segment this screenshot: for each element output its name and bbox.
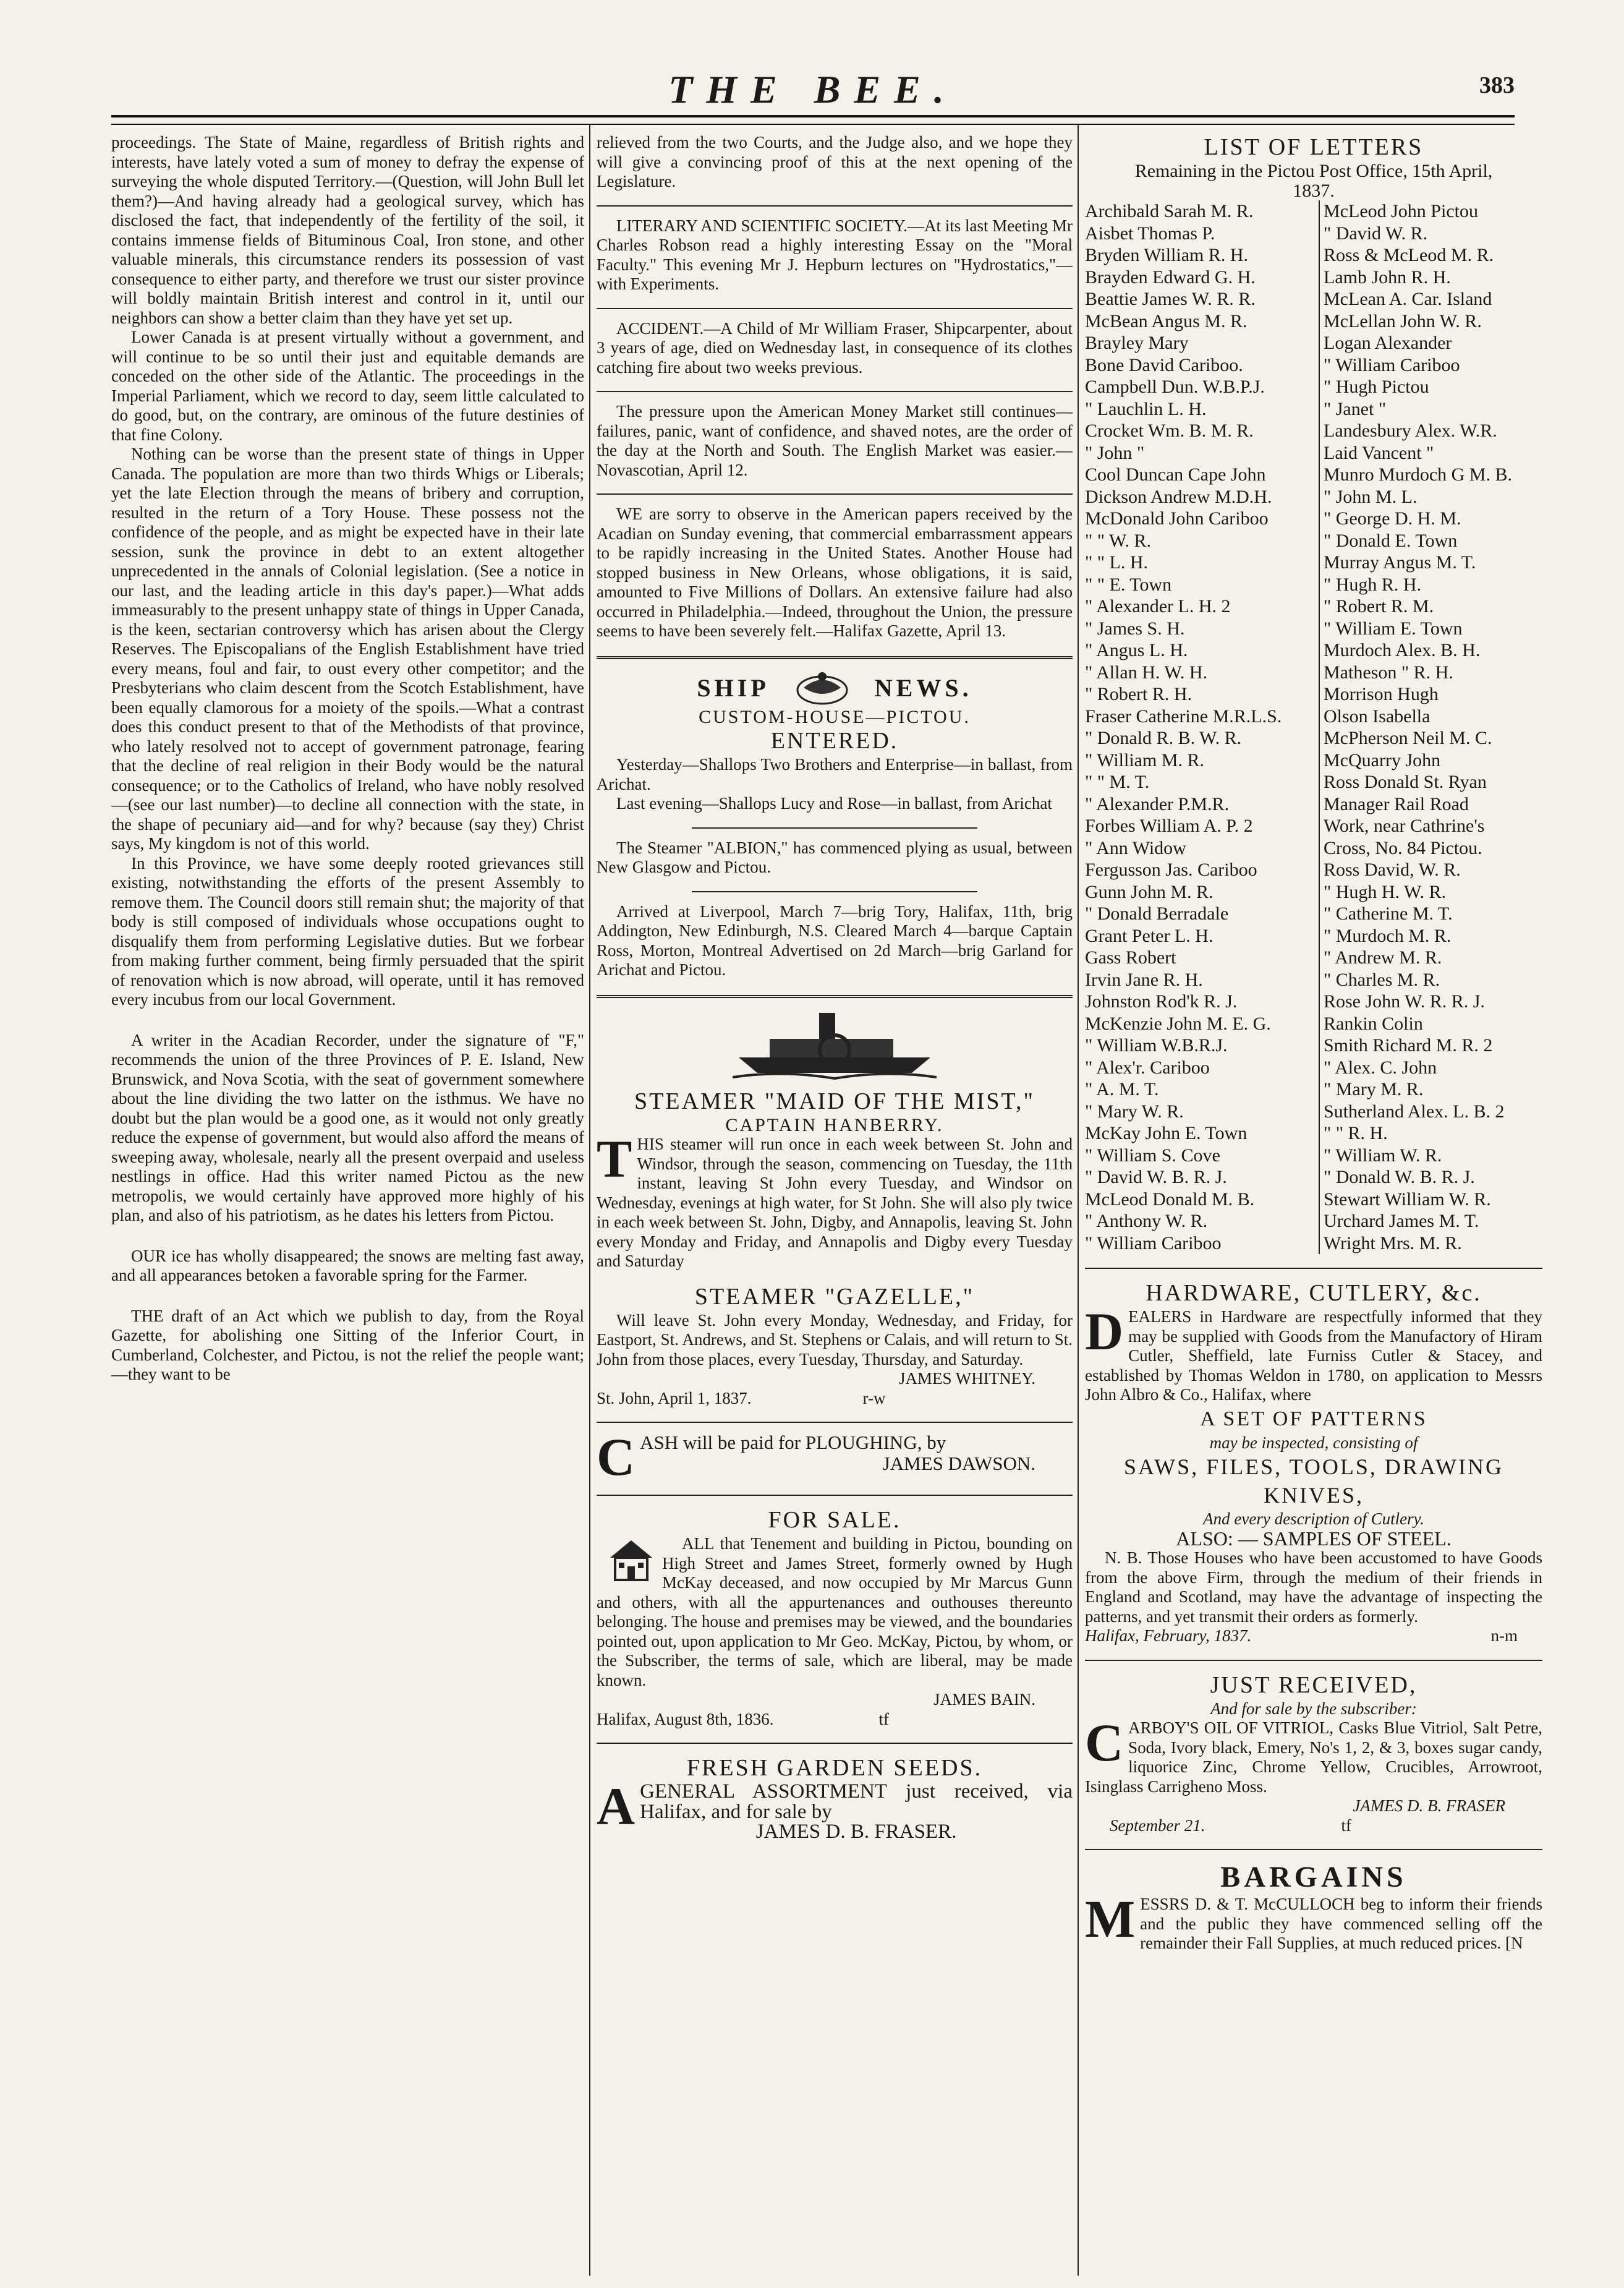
letter-entry: " Charles M. R. bbox=[1324, 969, 1440, 990]
letter-entry: " Robert R. M. bbox=[1324, 596, 1434, 617]
letter-entry: " William Cariboo bbox=[1085, 1232, 1320, 1255]
ship-news-entry-2: Last evening—Shallops Lucy and Rose—in ballast, from Arichat bbox=[616, 794, 1052, 813]
letter-entry: Smith Richard M. R. 2 bbox=[1324, 1035, 1493, 1056]
bargains-notice bbox=[1085, 1889, 1542, 1953]
entered-heading: ENTERED. bbox=[770, 728, 899, 754]
letter-entry: " Hugh Pictou bbox=[1324, 377, 1429, 397]
article-draft-act: THE draft of an Act which we publish to day, from the Royal Gazette, for abolishing one Sitting of the Inferior Court, in Cumberland, Colchester, and Pictou, is not the relief the people want;—they want to be bbox=[111, 1306, 584, 1383]
letter-entry: Gass Robert bbox=[1085, 947, 1320, 969]
letter-entry: Archibald Sarah M. R. bbox=[1085, 200, 1320, 223]
ship-news-entry-1: Yesterday—Shallops Two Brothers and Enterprise—in ballast, from Arichat. bbox=[597, 755, 1073, 793]
cash-signature: JAMES DAWSON. bbox=[882, 1452, 1035, 1474]
letter-entry: " " E. Town bbox=[1085, 574, 1320, 596]
letter-entry: Brayden Edward G. H. bbox=[1085, 267, 1320, 289]
letter-entry: Cool Duncan Cape John bbox=[1085, 464, 1320, 486]
article-union-provinces: A writer in the Acadian Recorder, under the signature of "F," recommends the union of the three Provinces of P. E. Island, New Brunswick, and Nova Scotia, with the seat of government somewhere about the line dividing the two latter on the isthmus. We have no doubt but the plan would be a good one, as it would not only greatly reduce the expense of government, but would also afford the means of sweeping away, wholesale, nearly all the present overpaid and useless nestlings in office. Had this writer named Pictou as the new metropolis, we would certainly have approved more highly of his plan, and also of his patriotism, as he dates his letters from Pictou. bbox=[111, 1030, 584, 1224]
steamer-gazelle-date: St. John, April 1, 1837. bbox=[597, 1388, 752, 1407]
custom-house-label: CUSTOM-HOUSE—PICTOU. bbox=[699, 706, 971, 727]
letter-entry: McQuarry John bbox=[1324, 749, 1441, 770]
letter-entry: Grant Peter L. H. bbox=[1085, 925, 1320, 947]
steamer-gazelle-title: STEAMER "GAZELLE," bbox=[694, 1283, 975, 1310]
for-sale-date: Halifax, August 8th, 1836. bbox=[597, 1709, 774, 1728]
letter-entry: Olson Isabella bbox=[1324, 706, 1431, 727]
letter-entry: McLeod Donald M. B. bbox=[1085, 1189, 1320, 1211]
dropcap: A bbox=[597, 1777, 636, 1836]
seeds-text: GENERAL ASSORTMENT just received, via Halifax, and for sale by bbox=[640, 1780, 1073, 1823]
letter-entry: " John " bbox=[1085, 442, 1320, 464]
received-notice bbox=[1085, 1713, 1542, 1796]
steamer-maid-text: HIS steamer will run once in each week between St. John and Windsor, through the season, commencing on Tuesday, the 11th instant, leaving St John every Tuesday, and Windsor on Wednesday, evenings at high water, for St John. She will also ply twice in each week between St. John, Digby, and Annapolis, leaving St. John every Monday and Friday, and Annapolis and Digby every Tuesday and Saturday bbox=[597, 1135, 1073, 1270]
seeds-title: FRESH GARDEN SEEDS. bbox=[686, 1755, 983, 1781]
masthead bbox=[111, 67, 1515, 115]
letter-entry: " William M. R. bbox=[1085, 749, 1320, 772]
received-title: JUST RECEIVED, bbox=[1210, 1671, 1418, 1698]
article-lower-canada: Lower Canada is at present virtually without a government, and will continue to be so until their just and equitable demands are conceded on the other side of the Atlantic. The proceedings in the Imperial Parliament, which we record to day, seem little calculated to do good, but, on the contrary, are ominous of the future destinies of that fine Colony. bbox=[111, 328, 584, 444]
ship-news-right: NEWS. bbox=[874, 673, 972, 702]
letter-entry: " Mary M. R. bbox=[1324, 1079, 1424, 1099]
letter-entry: Crocket Wm. B. M. R. bbox=[1085, 420, 1320, 442]
article-money-market: The pressure upon the American Money Market still continues—failures, panic, want of confidence, and shaved notes, are the order of the day at the North and South. The English Market was easier.—Novascotian, April 12. bbox=[597, 402, 1073, 479]
article-upper-canada: Nothing can be worse than the present state of things in Upper Canada. The population are more than two thirds Whigs or Liberals; yet the late Election through the means of bribery and corruption, resulted in the return of a Tory House. These possess not the confidence of the people, and as might be expected have in their late session, sunk the province in debt to an extent altogether unprecedented in the annals of Colonial legislation. (See a notice in our last, and the leading article in this day's paper.)—What adds immeasurably to the present unhappy state of things in Upper Canada, is the keen, sectarian controversy which has arisen about the Clergy Reserves. The Episcopalians of the English Establishment have tried every means, foul and fair, to oust every other competitor; and the Presbyterians who claim descent from the Scotch Establishment, have been equally clamorous for a moiety of the spoils.—What a contrast does this conduct present to that of the Methodists of that province, who lately resolved not to accept of government patronage, fearing that the decline of real religion in their Body would be the natural consequence; or to the Catholics of Ireland, who have nobly resolved—(see our last number)—to decline all connection with the state, in the shape of pecuniary aid—and for why? because (say they) Christ says, My kingdom is not of this world. bbox=[111, 445, 584, 853]
letter-entry: " William Cariboo bbox=[1324, 354, 1460, 375]
letter-entry: " Donald R. B. W. R. bbox=[1085, 727, 1320, 749]
letter-entry: " Janet " bbox=[1324, 398, 1387, 419]
letter-entry: Gunn John M. R. bbox=[1085, 881, 1320, 903]
letter-entry: Urchard James M. T. bbox=[1324, 1211, 1479, 1231]
column-2 bbox=[597, 133, 1073, 1842]
seeds-signature: JAMES D. B. FRASER. bbox=[755, 1821, 957, 1843]
received-signature: JAMES D. B. FRASER bbox=[1353, 1796, 1505, 1815]
hardware-dateline bbox=[1085, 1626, 1542, 1646]
patterns-subheading: may be inspected, consisting of bbox=[1209, 1433, 1418, 1452]
hardware-code: n-m bbox=[1490, 1626, 1518, 1645]
received-text: ARBOY'S OIL OF VITRIOL, Casks Blue Vitriol, Salt Petre, Soda, Ivory black, Emery, No's 1, 2, & 3, boxes sugar candy, liquorice Zinc, Chrome Yellow, Crucibles, Arrowroot, Isinglass Carrigheno Moss. bbox=[1085, 1718, 1542, 1796]
bargains-text: ESSRS D. & T. McCULLOCH beg to inform their friends and the public they have commenced selling off the remainder their Fall Supplies, at much reduced prices. [N bbox=[1140, 1895, 1542, 1952]
letter-entry: McLeod John Pictou bbox=[1324, 201, 1478, 221]
for-sale-signature: JAMES BAIN. bbox=[933, 1690, 1035, 1709]
letter-entry: " " L. H. bbox=[1085, 552, 1320, 574]
letter-entry: Stewart William W. R. bbox=[1324, 1189, 1491, 1210]
letter-entry: " Donald W. B. R. J. bbox=[1324, 1167, 1475, 1187]
letter-entry: " Hugh R. H. bbox=[1324, 574, 1422, 595]
letter-entry: Bone David Cariboo. bbox=[1085, 354, 1320, 377]
letter-entry: Manager Rail Road bbox=[1324, 793, 1469, 814]
letter-entry: Rose John W. R. R. J. bbox=[1324, 991, 1485, 1012]
page-number: 383 bbox=[1479, 72, 1515, 98]
letter-entry: Irvin Jane R. H. bbox=[1085, 969, 1320, 991]
letter-entry: Johnston Rod'k R. J. bbox=[1085, 991, 1320, 1013]
letter-entry: " Catherine M. T. bbox=[1324, 903, 1453, 924]
for-sale-text: ALL that Tenement and building in Pictou, bounding on High Street and James Street, formerly owned by Hugh McKay deceased, and now occupied by Mr Marcus Gunn and others, with all the appurtenances and outhouses thereunto belonging. The house and premises may be viewed, and the boundaries pointed out, upon application to Mr Geo. McKay, Pictou, by whom, or the Subscriber, the terms of sale, which are liberal, may be made known. bbox=[597, 1534, 1073, 1689]
letter-entry: Sutherland Alex. L. B. 2 bbox=[1324, 1101, 1505, 1122]
letters-list bbox=[1085, 200, 1542, 1254]
hardware-text: EALERS in Hardware are respectfully informed that they may be supplied with Goods from the Manufactory of Hiram Cutler, Sheffield, late Furniss Cutler & Stacey, and established by Thomas Weldon in 1780, on application to Messrs John Albro & Co., Halifax, where bbox=[1085, 1307, 1542, 1404]
bargains-title: BARGAINS bbox=[1220, 1861, 1407, 1893]
article-maine: proceedings. The State of Maine, regardless of British rights and interests, have lately voted a sum of money to defray the expense of surveying the whole disputed Territory.—(Question, will John Bull let them?)—And having already had a geological survey, which has disclosed the fact, that independently of the fertility of the soil, it contains immense fields of Bituminous Coal, Iron stone, and other valuable minerals, this circumstance renders its possession of vast consequence to either party, and therefore we trust our sister province will boldly maintain British interest and control in it, until our neighbors can show a better claim than they have yet set up. bbox=[111, 133, 584, 327]
steamer-gazelle-code: r-w bbox=[862, 1388, 886, 1407]
article-american-papers: WE are sorry to observe in the American papers received by the Acadian on Sunday evening, that commercial embarrassment appears to be rapidly increasing in the United States. Another House had stopped business in New Orleans, whose obligations, it is said, amounted to Five Millions of Dollars. An extensive failure had also occurred in Philadelphia.—Indeed, throughout the Union, the pressure seems to have been severely felt.—Halifax Gazette, April 13. bbox=[597, 505, 1073, 640]
letter-entry: " Donald E. Town bbox=[1324, 530, 1458, 551]
letter-entry: " Anthony W. R. bbox=[1085, 1210, 1320, 1232]
letter-entry: Beattie James W. R. R. bbox=[1085, 288, 1320, 310]
letter-entry: " William W. R. bbox=[1324, 1145, 1442, 1166]
letter-entry: " Alexander L. H. 2 bbox=[1085, 595, 1320, 618]
steamer-maid-notice bbox=[597, 1129, 1073, 1271]
letter-entry: McLellan John W. R. bbox=[1324, 310, 1482, 331]
letter-entry: Forbes William A. P. 2 bbox=[1085, 815, 1320, 837]
steamer-gazelle-dateline bbox=[597, 1389, 1073, 1409]
letter-entry: " " R. H. bbox=[1324, 1123, 1388, 1143]
letter-entry: Logan Alexander bbox=[1324, 333, 1452, 353]
letter-entry: McLean A. Car. Island bbox=[1324, 289, 1492, 309]
article-accident: ACCIDENT.—A Child of Mr William Fraser, Shipcarpenter, about 3 years of age, died on Wednesday last, in consequence of its clothes catching fire about two weeks previous. bbox=[597, 318, 1073, 377]
ship-news-arrivals: Arrived at Liverpool, March 7—brig Tory, Halifax, 11th, brig Addington, New Edinburgh, N.S. Cleared March 4—barque Captain Ross, Morton, Montreal Advertised on 2d March—brig Garland for Arichat and Pictou. bbox=[597, 902, 1073, 979]
hardware-nb: N. B. Those Houses who have been accustomed to have Goods from the above Firm, through the medium of their friends in England and Scotland, may have the advantage of inspecting the patterns, and yet transmit their orders as formerly. bbox=[1085, 1548, 1542, 1626]
letter-entry: Aisbet Thomas P. bbox=[1085, 223, 1320, 245]
ship-news-albion: The Steamer "ALBION," has commenced plying as usual, between New Glasgow and Pictou. bbox=[597, 838, 1073, 876]
dropcap: C bbox=[597, 1427, 636, 1487]
newspaper-title: THE BEE. bbox=[668, 67, 958, 111]
received-dateline bbox=[1085, 1816, 1542, 1836]
letter-entry: Rankin Colin bbox=[1324, 1013, 1423, 1034]
dropcap: C bbox=[1085, 1713, 1124, 1772]
letter-entry: " " M. T. bbox=[1085, 771, 1320, 793]
letter-entry: " James S. H. bbox=[1085, 618, 1320, 640]
house-icon bbox=[606, 1537, 656, 1584]
ship-news-left: SHIP bbox=[697, 673, 770, 702]
letter-entry: Cross, No. 84 Pictou. bbox=[1324, 837, 1482, 858]
for-sale-title: FOR SALE. bbox=[768, 1507, 901, 1533]
steamer-maid-captain: CAPTAIN HANBERRY. bbox=[725, 1114, 944, 1135]
letter-entry: Munro Murdoch G M. B. bbox=[1324, 464, 1512, 485]
column-divider-2 bbox=[1078, 124, 1079, 2276]
letter-entry: Murray Angus M. T. bbox=[1324, 552, 1476, 573]
letter-entry: " Donald Berradale bbox=[1085, 903, 1320, 925]
saws-heading: SAWS, FILES, TOOLS, DRAWING bbox=[1124, 1454, 1503, 1479]
column-1 bbox=[111, 133, 584, 1385]
letter-entry: Fraser Catherine M.R.L.S. bbox=[1085, 706, 1320, 728]
article-ice: OUR ice has wholly disappeared; the snows are melting fast away, and all appearances betoken a favorable spring for the Farmer. bbox=[111, 1246, 584, 1284]
letter-entry: " George D. H. M. bbox=[1324, 508, 1461, 529]
letter-entry: " David W. B. R. J. bbox=[1085, 1166, 1320, 1189]
letter-entry: Work, near Cathrine's bbox=[1324, 816, 1485, 836]
letter-entry: Dickson Andrew M.D.H. bbox=[1085, 486, 1320, 508]
letter-entry: Ross David, W. R. bbox=[1324, 860, 1461, 880]
received-code: tf bbox=[1341, 1816, 1351, 1835]
letters-year: 1837. bbox=[1293, 180, 1335, 201]
letter-entry: Fergusson Jas. Cariboo bbox=[1085, 859, 1320, 881]
patterns-heading: A SET OF PATTERNS bbox=[1200, 1407, 1427, 1430]
letter-entry: Murdoch Alex. B. H. bbox=[1324, 640, 1481, 660]
letter-entry: " " W. R. bbox=[1085, 530, 1320, 552]
cutlery-line: And every description of Cutlery. bbox=[1203, 1509, 1424, 1528]
letter-entry: " Hugh H. W. R. bbox=[1324, 881, 1447, 902]
letter-entry: " John M. L. bbox=[1324, 486, 1418, 507]
letter-entry: Bryden William R. H. bbox=[1085, 244, 1320, 267]
knives-heading: KNIVES, bbox=[1264, 1483, 1364, 1508]
steamer-maid-title: STEAMER "MAID OF THE MIST," bbox=[634, 1088, 1035, 1114]
letter-entry: Landesbury Alex. W.R. bbox=[1324, 420, 1497, 441]
steamer-gazelle-text: Will leave St. John every Monday, Wednesday, and Friday, for Eastport, St. Andrews, and St. Stephens or Calais, and will return to St. John from those places, every Tuesday, Thursday, and Saturday. bbox=[597, 1310, 1073, 1368]
letter-entry: " A. M. T. bbox=[1085, 1078, 1320, 1101]
letter-entry: " Robert R. H. bbox=[1085, 683, 1320, 706]
letter-entry: Campbell Dun. W.B.P.J. bbox=[1085, 376, 1320, 398]
received-date: September 21. bbox=[1110, 1816, 1205, 1835]
letter-entry: " Ann Widow bbox=[1085, 837, 1320, 860]
letter-entry: " Allan H. W. H. bbox=[1085, 662, 1320, 684]
letter-entry: " Alexander P.M.R. bbox=[1085, 793, 1320, 816]
letter-entry: McBean Angus M. R. bbox=[1085, 310, 1320, 333]
letter-entry: Lamb John R. H. bbox=[1324, 267, 1451, 288]
letter-entry: Laid Vancent " bbox=[1324, 442, 1434, 463]
dropcap: D bbox=[1085, 1302, 1124, 1361]
column-divider-1 bbox=[589, 124, 590, 2276]
dropcap: T bbox=[597, 1129, 632, 1189]
letter-entry: Morrison Hugh bbox=[1324, 684, 1439, 704]
letter-entry: " Lauchlin L. H. bbox=[1085, 398, 1320, 420]
letter-entry: " David W. R. bbox=[1324, 223, 1428, 244]
for-sale-dateline bbox=[597, 1710, 1073, 1730]
letter-entry: " William W.B.R.J. bbox=[1085, 1035, 1320, 1057]
letter-entry: McDonald John Cariboo bbox=[1085, 508, 1320, 530]
column-3 bbox=[1085, 133, 1542, 1953]
letter-entry: " William E. Town bbox=[1324, 618, 1463, 639]
cash-text: ASH will be paid for PLOUGHING, by bbox=[640, 1432, 946, 1453]
letter-entry: " Alex. C. John bbox=[1324, 1057, 1437, 1078]
hardware-date: Halifax, February, 1837. bbox=[1085, 1626, 1252, 1645]
dropcap: M bbox=[1085, 1889, 1136, 1949]
letters-subtitle: Remaining in the Pictou Post Office, 15th April, bbox=[1134, 161, 1493, 181]
ship-news-heading bbox=[597, 669, 1073, 707]
hardware-notice bbox=[1085, 1302, 1542, 1405]
article-courts-continued: relieved from the two Courts, and the Judge also, and we hope they will give a convincing proof of this at the next opening of the Legislature. bbox=[597, 133, 1073, 190]
letter-entry: " Murdoch M. R. bbox=[1324, 925, 1452, 946]
letter-entry: Wright Mrs. M. R. bbox=[1324, 1232, 1462, 1253]
for-sale-code: tf bbox=[878, 1709, 889, 1728]
letter-entry: " Alex'r. Cariboo bbox=[1085, 1057, 1320, 1079]
article-province-grievances: In this Province, we have some deeply rooted grievances still existing, notwithstanding the efforts of the present Assembly to remove them. The Council doors still remain shut; the majority of that body is still composed of individuals whose occupations ought to disqualify them from performing Legislative duties. But we forbear from making further comment, being firmly persuaded that the spirit of renovation which is now abroad, will operate, until it has removed every incubus from our local Government. bbox=[111, 853, 584, 1009]
letter-entry: Brayley Mary bbox=[1085, 332, 1320, 354]
hardware-title: HARDWARE, CUTLERY, &c. bbox=[1146, 1280, 1482, 1306]
steel-samples: ALSO: — SAMPLES OF STEEL. bbox=[1176, 1527, 1452, 1550]
letter-entry: " Mary W. R. bbox=[1085, 1101, 1320, 1123]
letter-entry: McKay John E. Town bbox=[1085, 1122, 1320, 1145]
crest-icon bbox=[788, 669, 856, 707]
letter-entry: " Andrew M. R. bbox=[1324, 947, 1442, 968]
letter-entry: Matheson " R. H. bbox=[1324, 662, 1453, 683]
letter-entry: McKenzie John M. E. G. bbox=[1085, 1013, 1320, 1035]
letters-title: LIST OF LETTERS bbox=[1204, 134, 1424, 160]
article-literary-society: LITERARY AND SCIENTIFIC SOCIETY.—At its last Meeting Mr Charles Robson read a highly interesting Essay on the "Moral Faculty." This evening Mr J. Hepburn lectures on "Hydrostatics,"—with Experiments. bbox=[597, 216, 1073, 293]
letter-entry: " William S. Cove bbox=[1085, 1145, 1320, 1167]
steamer-gazelle-signature: JAMES WHITNEY. bbox=[898, 1369, 1035, 1388]
letter-entry: McPherson Neil M. C. bbox=[1324, 728, 1492, 748]
received-subtitle: And for sale by the subscriber: bbox=[1210, 1699, 1417, 1718]
letter-entry: Ross Donald St. Ryan bbox=[1324, 772, 1487, 792]
letter-entry: Ross & McLeod M. R. bbox=[1324, 245, 1494, 265]
steamboat-icon bbox=[733, 1008, 937, 1082]
letter-entry: " Angus L. H. bbox=[1085, 639, 1320, 662]
masthead-rule bbox=[111, 115, 1515, 125]
